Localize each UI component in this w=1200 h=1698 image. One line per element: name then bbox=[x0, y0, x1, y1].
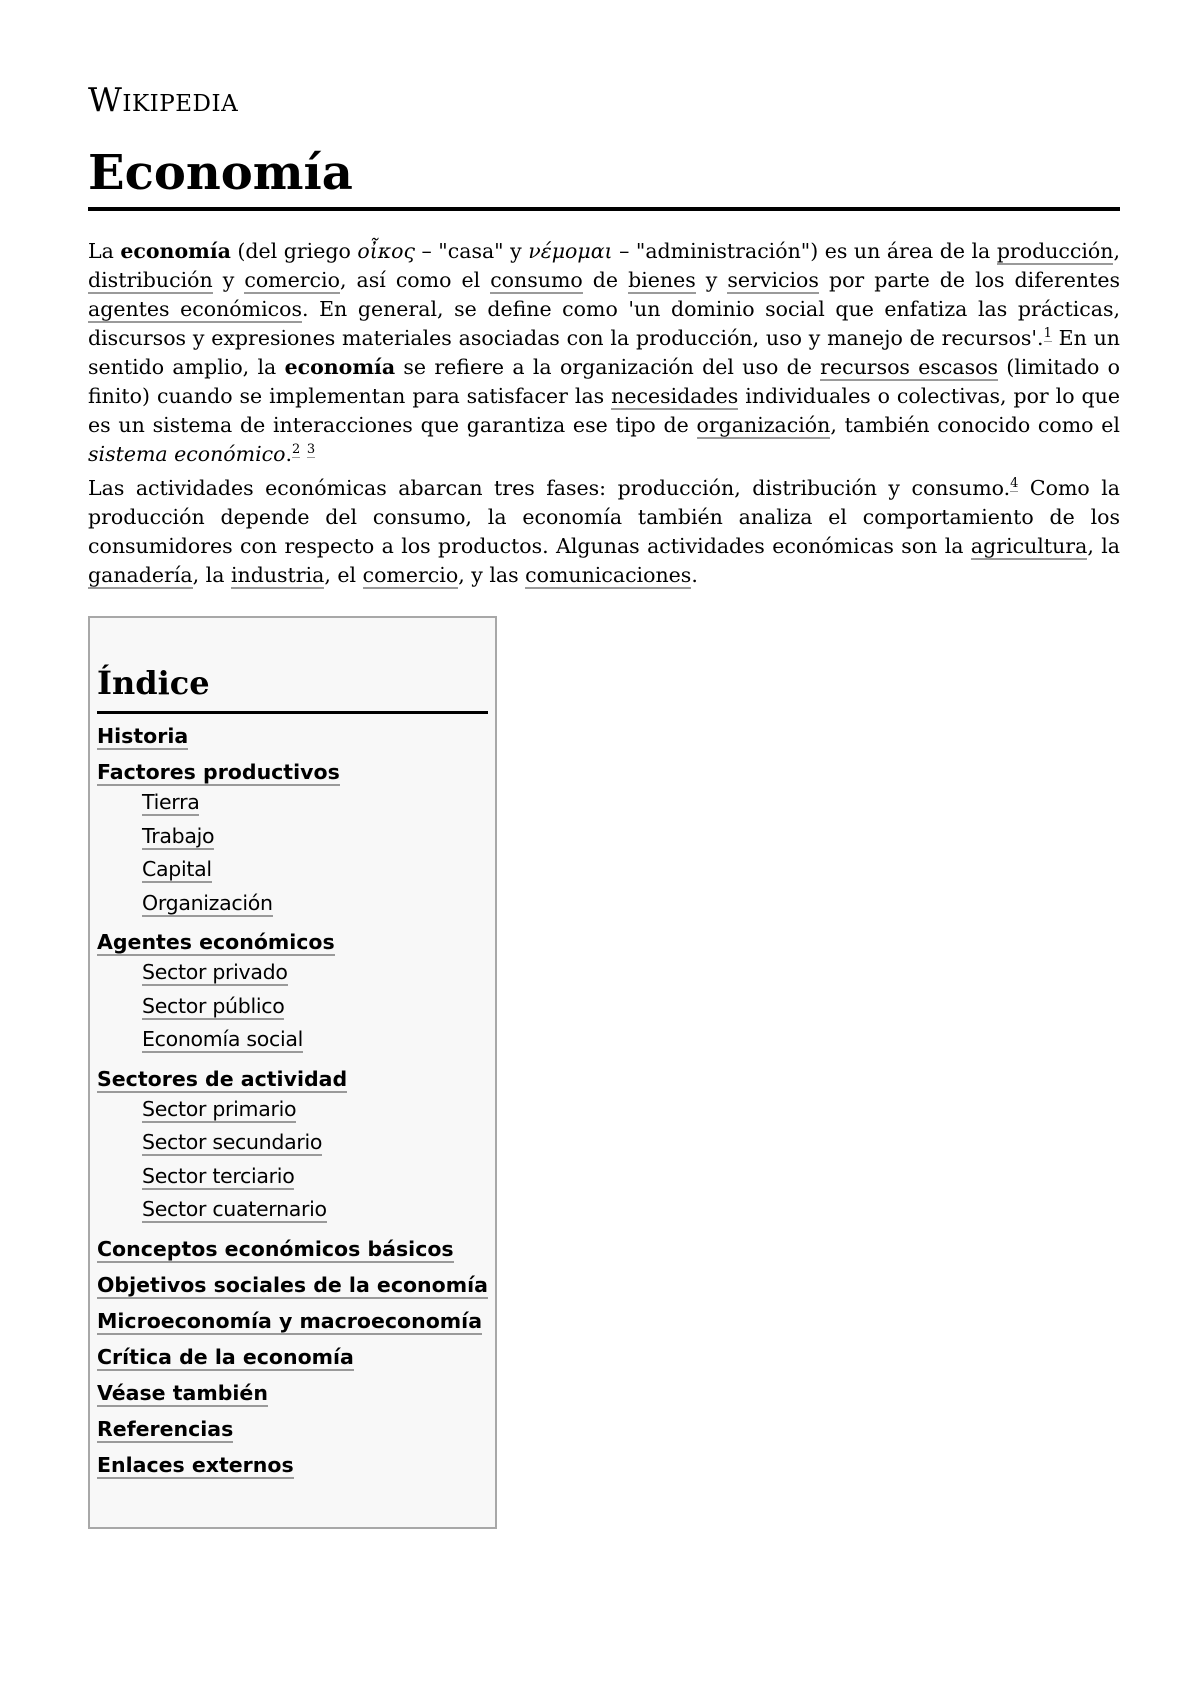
text: , el bbox=[324, 563, 363, 587]
toc-link-sector-cuaternario[interactable]: Sector cuaternario bbox=[142, 1197, 327, 1221]
toc-link-conceptos-economicos-basicos[interactable]: Conceptos económicos básicos bbox=[97, 1236, 454, 1261]
reference-2[interactable] bbox=[292, 442, 300, 458]
text: . bbox=[285, 442, 292, 466]
link-industria[interactable]: industria bbox=[230, 563, 325, 587]
text: La bbox=[88, 239, 121, 263]
toc-link-vease-tambien[interactable]: Véase también bbox=[97, 1380, 268, 1405]
toc-item bbox=[97, 1271, 488, 1299]
toc-item bbox=[97, 1235, 488, 1263]
link-comunicaciones[interactable]: comunicaciones bbox=[525, 563, 692, 587]
link-produccion[interactable]: producción bbox=[996, 239, 1114, 263]
page-title: Economía bbox=[88, 143, 1120, 211]
reference-link[interactable]: 1 bbox=[1043, 326, 1052, 342]
toc-item bbox=[97, 1451, 488, 1479]
text: , bbox=[1113, 239, 1120, 263]
link-ganaderia[interactable]: ganadería bbox=[88, 563, 193, 587]
text: Como la producción depende del consumo, la economía también analiza el comportamiento de los consumidores con respecto a los productos. Algunas actividades económicas son la bbox=[88, 476, 1121, 558]
toc-item bbox=[97, 758, 488, 920]
link-necesidades[interactable]: necesidades bbox=[611, 384, 739, 408]
toc-sublist bbox=[97, 956, 488, 1057]
text: de bbox=[582, 268, 629, 292]
text: y bbox=[695, 268, 728, 292]
bold-term: economía bbox=[120, 239, 231, 263]
greek-word: νέμομαι bbox=[528, 239, 613, 263]
toc-link-historia[interactable]: Historia bbox=[97, 724, 189, 748]
toc-item bbox=[97, 1379, 488, 1407]
text: , la bbox=[192, 563, 231, 587]
text: se refiere a la organización del uso de bbox=[395, 355, 821, 379]
link-agricultura[interactable]: agricultura bbox=[970, 534, 1088, 558]
reference-1[interactable] bbox=[1044, 326, 1052, 342]
link-agentes-economicos[interactable]: agentes económicos bbox=[88, 297, 302, 321]
link-organizacion[interactable]: organización bbox=[696, 413, 831, 437]
table-of-contents bbox=[88, 616, 497, 1529]
reference-link[interactable]: 2 bbox=[292, 442, 301, 458]
toc-item bbox=[97, 1415, 488, 1443]
toc-link-trabajo[interactable]: Trabajo bbox=[142, 823, 215, 848]
toc-link-sector-privado[interactable]: Sector privado bbox=[142, 960, 288, 984]
toc-item bbox=[97, 928, 488, 1057]
toc-link-factores-productivos[interactable]: Factores productivos bbox=[97, 760, 340, 784]
text: , la bbox=[1087, 534, 1121, 558]
link-bienes[interactable]: bienes bbox=[628, 268, 696, 292]
toc-link-sectores-de-actividad[interactable]: Sectores de actividad bbox=[97, 1066, 348, 1091]
toc-link-organizacion[interactable]: Organización bbox=[142, 890, 273, 915]
text: – "casa" y bbox=[415, 239, 529, 263]
activities-paragraph bbox=[88, 474, 1120, 590]
toc-subitem bbox=[142, 1093, 488, 1127]
greek-word: οἶκος bbox=[357, 239, 416, 263]
toc-subitem bbox=[142, 1160, 488, 1194]
toc-link-tierra[interactable]: Tierra bbox=[142, 790, 200, 814]
toc-subitem bbox=[142, 956, 488, 990]
toc-subitem bbox=[142, 1126, 488, 1160]
text: , también conocido como el bbox=[830, 413, 1120, 437]
italic-term: sistema económico bbox=[88, 442, 286, 466]
toc-link-enlaces-externos[interactable]: Enlaces externos bbox=[97, 1452, 294, 1477]
toc-item bbox=[97, 1307, 488, 1335]
toc-subitem bbox=[142, 990, 488, 1024]
wikipedia-logo[interactable]: Wikipedia bbox=[88, 80, 239, 119]
toc-subitem bbox=[142, 820, 488, 854]
toc-sublist bbox=[97, 1093, 488, 1227]
link-comercio[interactable]: comercio bbox=[362, 563, 459, 587]
intro-paragraph bbox=[88, 237, 1120, 469]
reference-3[interactable] bbox=[307, 442, 315, 458]
text: . bbox=[691, 563, 698, 587]
toc-link-sector-terciario[interactable]: Sector terciario bbox=[142, 1163, 295, 1188]
toc-link-microeconomia-macroeconomia[interactable]: Microeconomía y macroeconomía bbox=[97, 1308, 483, 1333]
toc-item bbox=[97, 1343, 488, 1371]
toc-subitem bbox=[142, 887, 488, 921]
text: y bbox=[212, 268, 245, 292]
toc-subitem bbox=[142, 1023, 488, 1057]
toc-item bbox=[97, 1065, 488, 1227]
text: , así como el bbox=[339, 268, 491, 292]
toc-subitem bbox=[142, 786, 488, 820]
toc-link-agentes-economicos[interactable]: Agentes económicos bbox=[97, 930, 335, 954]
text: (limitado o finito) cuando se implementan para satisfacer las bbox=[88, 355, 1120, 408]
toc-link-referencias[interactable]: Referencias bbox=[97, 1416, 234, 1441]
toc-link-critica-de-la-economia[interactable]: Crítica de la economía bbox=[97, 1344, 354, 1369]
toc-list bbox=[97, 722, 488, 1479]
link-comercio[interactable]: comercio bbox=[244, 268, 340, 292]
reference-link[interactable]: 4 bbox=[1010, 476, 1019, 492]
toc-sublist bbox=[97, 786, 488, 920]
reference-link[interactable]: 3 bbox=[306, 442, 316, 458]
text: , y las bbox=[458, 563, 526, 587]
toc-link-sector-primario[interactable]: Sector primario bbox=[142, 1096, 297, 1121]
text: (del griego bbox=[230, 239, 358, 263]
link-distribucion[interactable]: distribución bbox=[88, 268, 213, 292]
toc-item bbox=[97, 722, 488, 750]
toc-subitem bbox=[142, 1193, 488, 1227]
text: por parte de los diferentes bbox=[818, 268, 1120, 292]
toc-link-capital[interactable]: Capital bbox=[142, 857, 212, 881]
text: individuales o colectivas, por lo que es un sistema de interacciones que garantiza ese tipo de bbox=[88, 384, 1120, 437]
toc-title: Índice bbox=[97, 663, 488, 714]
text: – "administración") es un área de la bbox=[612, 239, 997, 263]
link-recursos-escasos[interactable]: recursos escasos bbox=[820, 355, 998, 379]
text: Las actividades económicas abarcan tres fases: producción, distribución y consumo. bbox=[88, 476, 1011, 500]
toc-link-sector-secundario[interactable]: Sector secundario bbox=[142, 1130, 323, 1154]
toc-link-economia-social[interactable]: Economía social bbox=[142, 1027, 303, 1051]
link-servicios[interactable]: servicios bbox=[727, 268, 819, 292]
toc-link-objetivos-sociales[interactable]: Objetivos sociales de la economía bbox=[97, 1272, 488, 1297]
toc-subitem bbox=[142, 853, 488, 887]
link-consumo[interactable]: consumo bbox=[490, 268, 583, 292]
text: En un sentido amplio, la bbox=[88, 326, 1120, 379]
toc-link-sector-publico[interactable]: Sector público bbox=[142, 993, 285, 1018]
text: . En general, se define como 'un dominio social que enfatiza las prácticas, discursos y expresiones materiales asociadas con la producción, uso y manejo de recursos'. bbox=[88, 297, 1120, 350]
bold-term: economía bbox=[284, 355, 396, 379]
